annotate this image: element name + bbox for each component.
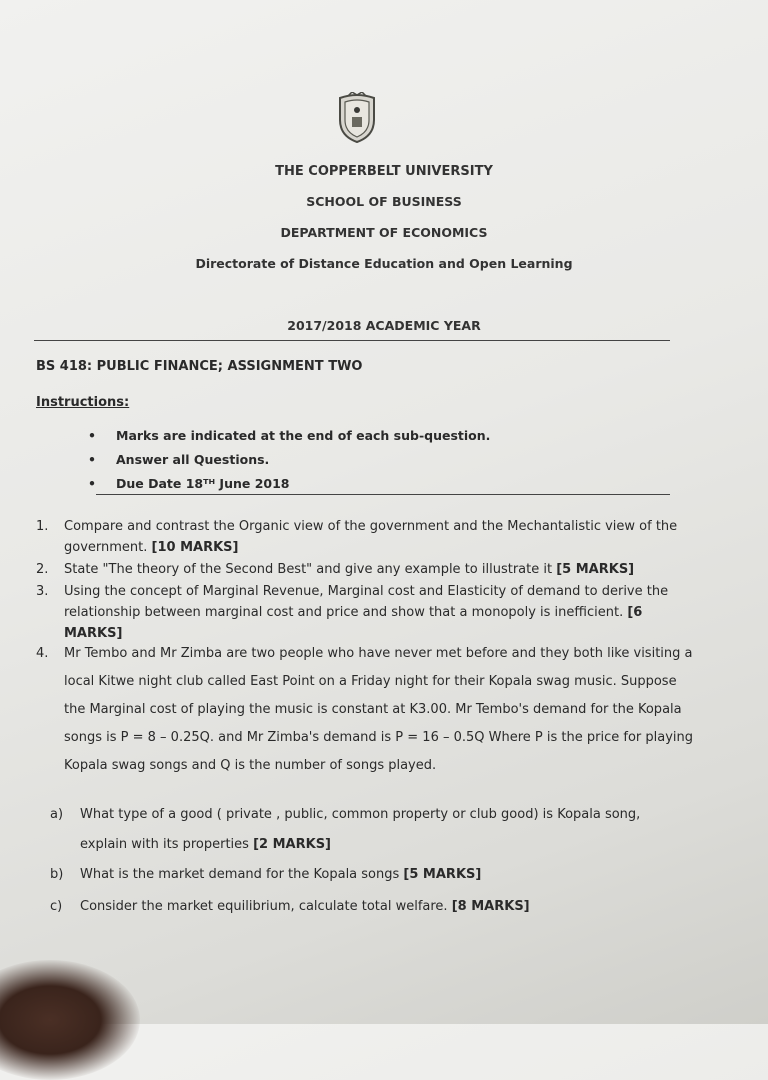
question-text: Using the concept of Marginal Revenue, Marginal cost and Elasticity of demand to derive the relationship between marginal cost and price and show that a monopoly is inefficient. <box>64 584 669 620</box>
question-number: 3. <box>36 584 49 599</box>
sub-question-text: What type of a good ( private , public, common property or club good) is Kopala song, explain with its properties <box>80 807 641 852</box>
university-name: THE COPPERBELT UNIVERSITY <box>275 164 493 179</box>
bullet-icon: • <box>88 428 96 443</box>
university-crest-logo <box>336 92 378 144</box>
question-2 <box>36 559 696 580</box>
header-divider <box>34 340 670 341</box>
sub-question-marks: [2 MARKS] <box>253 837 331 852</box>
question-marks: [6 MARKS] <box>64 605 643 641</box>
academic-year: 2017/2018 ACADEMIC YEAR <box>287 318 481 333</box>
question-text: Compare and contrast the Organic view of the government and the Mechantalistic view of the government. <box>64 519 678 555</box>
assignment-page: THE COPPERBELT UNIVERSITY SCHOOL OF BUSINESS DEPARTMENT OF ECONOMICS Directorate of Distance Education and Open Learning 2017/2018 ACADEMIC YEAR BS 418: PUBLIC FINANCE; ASSIGNMENT TWO Instructions: • Marks are indicated at the end of each sub-question. • Answer all Questions. • Due Date 18ᵀᴴ June 2018 1. Compare and contrast the Organic view of the government and the Mechantalistic view of the government. [10 MARKS] 2. State "The theory of the Second Best" and give any example to illustrate it [5 MARKS] 3. Using the concept of Marginal Revenue, Marginal cost and Elasticity of demand to derive the relationship between marginal cost and price and show that a monopoly is inefficient. [6 MARKS] 4. Mr Tembo and Mr Zimba are two people who have never met before and they both like visiting a local Kitwe night club called East Point on a Friday night for their Kopala swag music. Suppose the Marginal cost of playing the music is constant at K3.00. Mr Tembo's demand for the Kopala songs is P = 8 – 0.25Q. and Mr Zimba's demand is P = 16 – 0.5Q Where P is the price for playing Kopala swag songs and Q is the number of songs played. a) What type of a good ( private , public, common property or club good) is Kopala song, explain with its properties [2 MARKS] b) What is the market demand for the Kopala songs [5 MARKS] c) Consider the market equilibrium, calculate total welfare. [8 MARKS] <box>0 0 768 1024</box>
question-marks: [10 MARKS] <box>151 540 239 555</box>
sub-question-c <box>50 892 690 922</box>
instructions-divider <box>96 494 670 495</box>
sub-question-marks: [8 MARKS] <box>451 899 530 914</box>
sub-question-label: a) <box>50 807 64 822</box>
sub-question-marks: [5 MARKS] <box>403 867 482 882</box>
sub-question-label: c) <box>50 899 63 914</box>
question-1 <box>36 516 696 558</box>
question-number: 4. <box>36 646 49 661</box>
finger-shadow <box>0 960 140 1080</box>
sub-question-a <box>50 800 690 860</box>
directorate-name: Directorate of Distance Education and Open Learning <box>195 256 573 271</box>
bullet-icon: • <box>88 476 96 491</box>
department-name: DEPARTMENT OF ECONOMICS <box>280 225 488 240</box>
sub-question-b <box>50 860 690 890</box>
course-title: BS 418: PUBLIC FINANCE; ASSIGNMENT TWO <box>36 359 363 374</box>
sub-question-label: b) <box>50 867 64 882</box>
question-4 <box>36 640 696 780</box>
question-text: State "The theory of the Second Best" and give any example to illustrate it <box>64 562 553 577</box>
sub-question-text: Consider the market equilibrium, calculate total welfare. <box>80 899 448 914</box>
school-name: SCHOOL OF BUSINESS <box>306 194 462 209</box>
instructions-heading: Instructions: <box>36 395 130 410</box>
question-text: Mr Tembo and Mr Zimba are two people who have never met before and they both like visiting a local Kitwe night club called East Point on a Friday night for their Kopala swag music. Suppose the Marginal cost of playing the music is constant at K3.00. Mr Tembo's demand for the Kopala songs is P = 8 – 0.25Q. and Mr Zimba's demand is P = 16 – 0.5Q Where P is the price for playing Kopala swag songs and Q is the number of songs played. <box>64 646 693 773</box>
question-marks: [5 MARKS] <box>556 562 635 577</box>
question-number: 2. <box>36 562 49 577</box>
sub-question-text: What is the market demand for the Kopala songs <box>80 867 400 882</box>
question-3 <box>36 581 696 644</box>
bullet-icon: • <box>88 452 96 467</box>
question-number: 1. <box>36 519 49 534</box>
